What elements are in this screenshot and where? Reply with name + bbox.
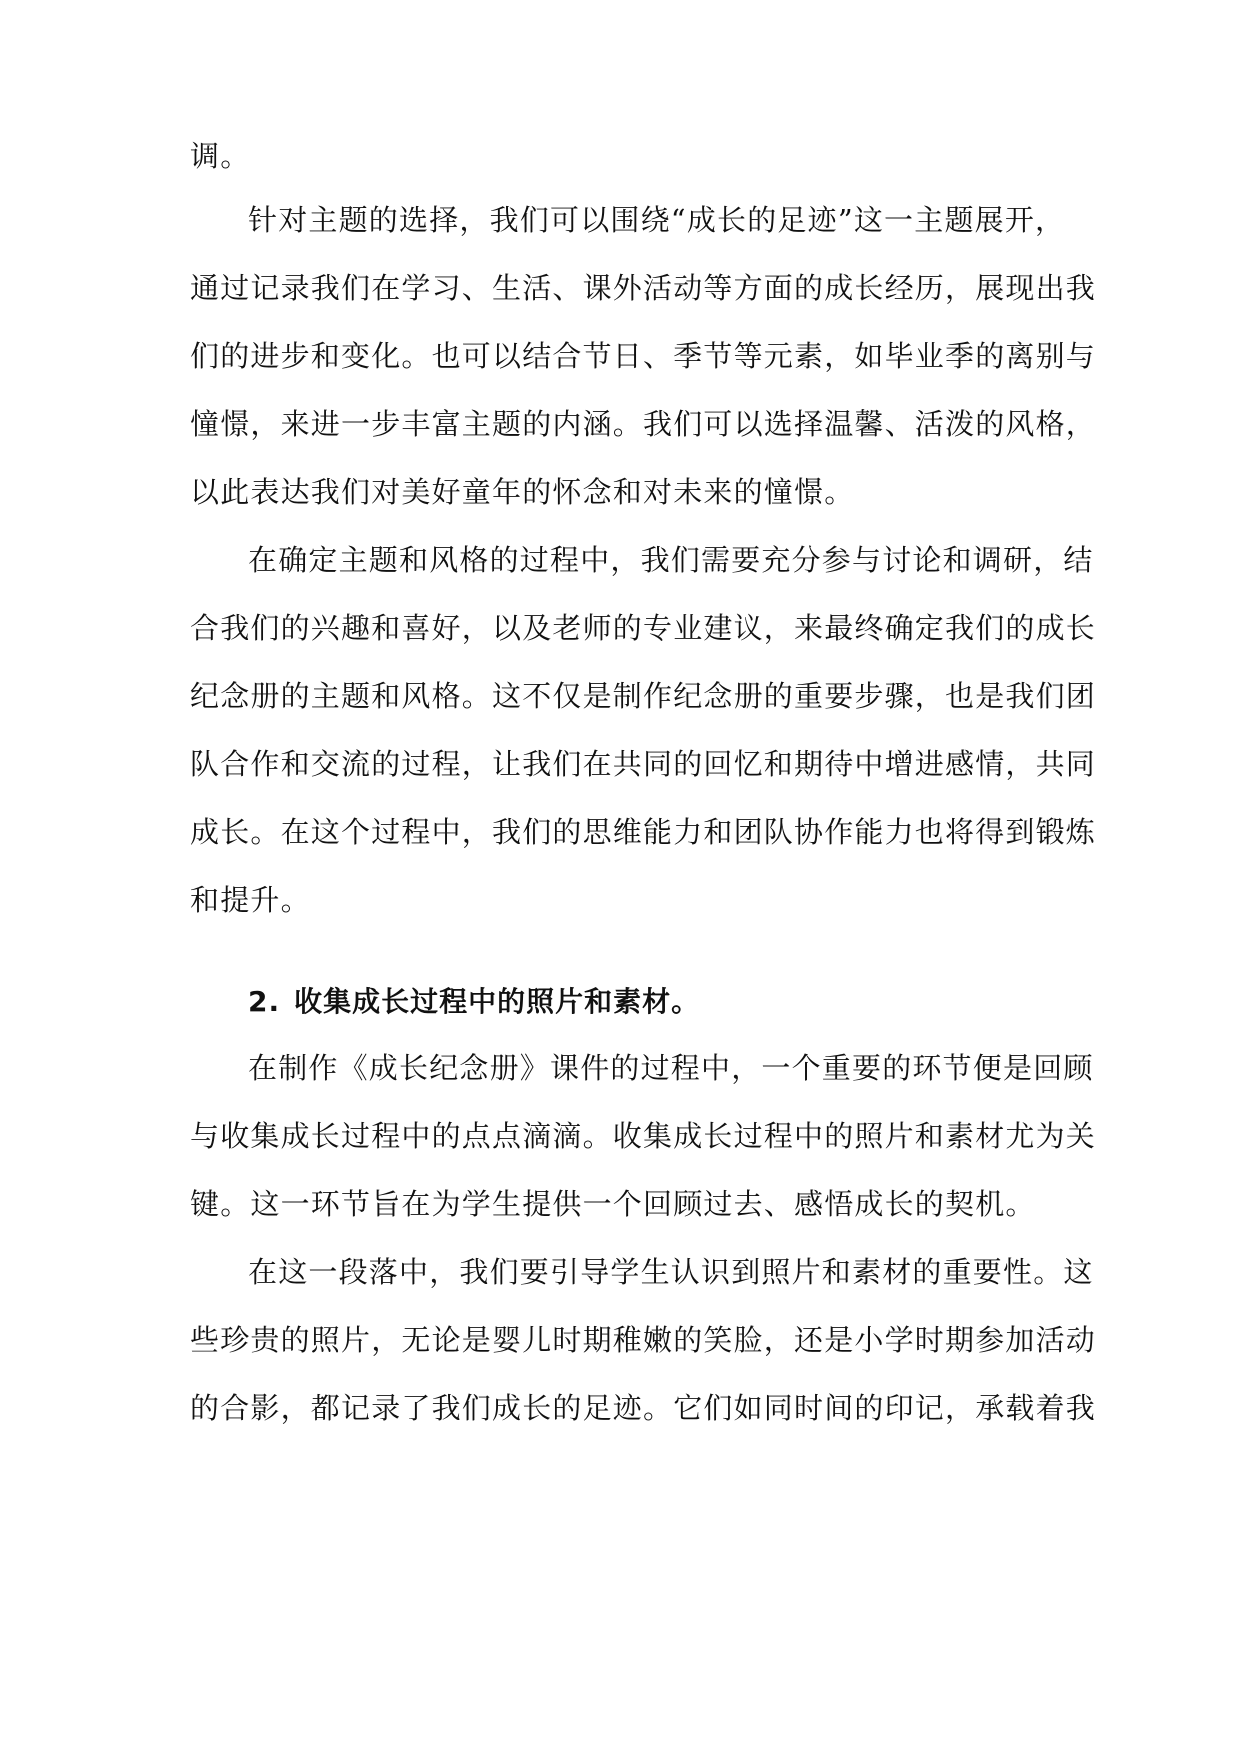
text-line: 憧憬，来进一步丰富主题的内涵。我们可以选择温馨、活泼的风格， (190, 407, 1097, 441)
section-number: 2. (248, 985, 281, 1018)
text-line: 些珍贵的照片，无论是婴儿时期稚嫩的笑脸，还是小学时期参加活动 (190, 1323, 1097, 1357)
section-title: 收集成长过程中的照片和素材。 (294, 985, 701, 1018)
text-line: 和提升。 (190, 883, 311, 917)
text-line: 队合作和交流的过程，让我们在共同的回忆和期待中增进感情，共同 (190, 747, 1097, 781)
text-line: 键。这一环节旨在为学生提供一个回顾过去、感悟成长的契机。 (190, 1187, 1036, 1221)
text-line: 在制作《成长纪念册》课件的过程中，一个重要的环节便是回顾 (248, 1051, 1094, 1085)
text-line: 通过记录我们在学习、生活、课外活动等方面的成长经历，展现出我 (190, 271, 1097, 305)
text-line: 的合影，都记录了我们成长的足迹。它们如同时间的印记，承载着我 (190, 1391, 1097, 1425)
text-line: 与收集成长过程中的点点滴滴。收集成长过程中的照片和素材尤为关 (190, 1119, 1097, 1153)
text-line: 针对主题的选择，我们可以围绕“成长的足迹”这一主题展开， (248, 203, 1066, 237)
section-heading (248, 982, 700, 1022)
text-line: 们的进步和变化。也可以结合节日、季节等元素，如毕业季的离别与 (190, 339, 1097, 373)
text-line: 调。 (190, 139, 251, 173)
text-line: 在这一段落中，我们要引导学生认识到照片和素材的重要性。这 (248, 1255, 1094, 1289)
text-line: 在确定主题和风格的过程中，我们需要充分参与讨论和调研，结 (248, 543, 1094, 577)
text-line: 纪念册的主题和风格。这不仅是制作纪念册的重要步骤，也是我们团 (190, 679, 1097, 713)
text-line: 合我们的兴趣和喜好，以及老师的专业建议，来最终确定我们的成长 (190, 611, 1097, 645)
text-line: 成长。在这个过程中，我们的思维能力和团队协作能力也将得到锻炼 (190, 815, 1097, 849)
text-line: 以此表达我们对美好童年的怀念和对未来的憧憬。 (190, 475, 855, 509)
